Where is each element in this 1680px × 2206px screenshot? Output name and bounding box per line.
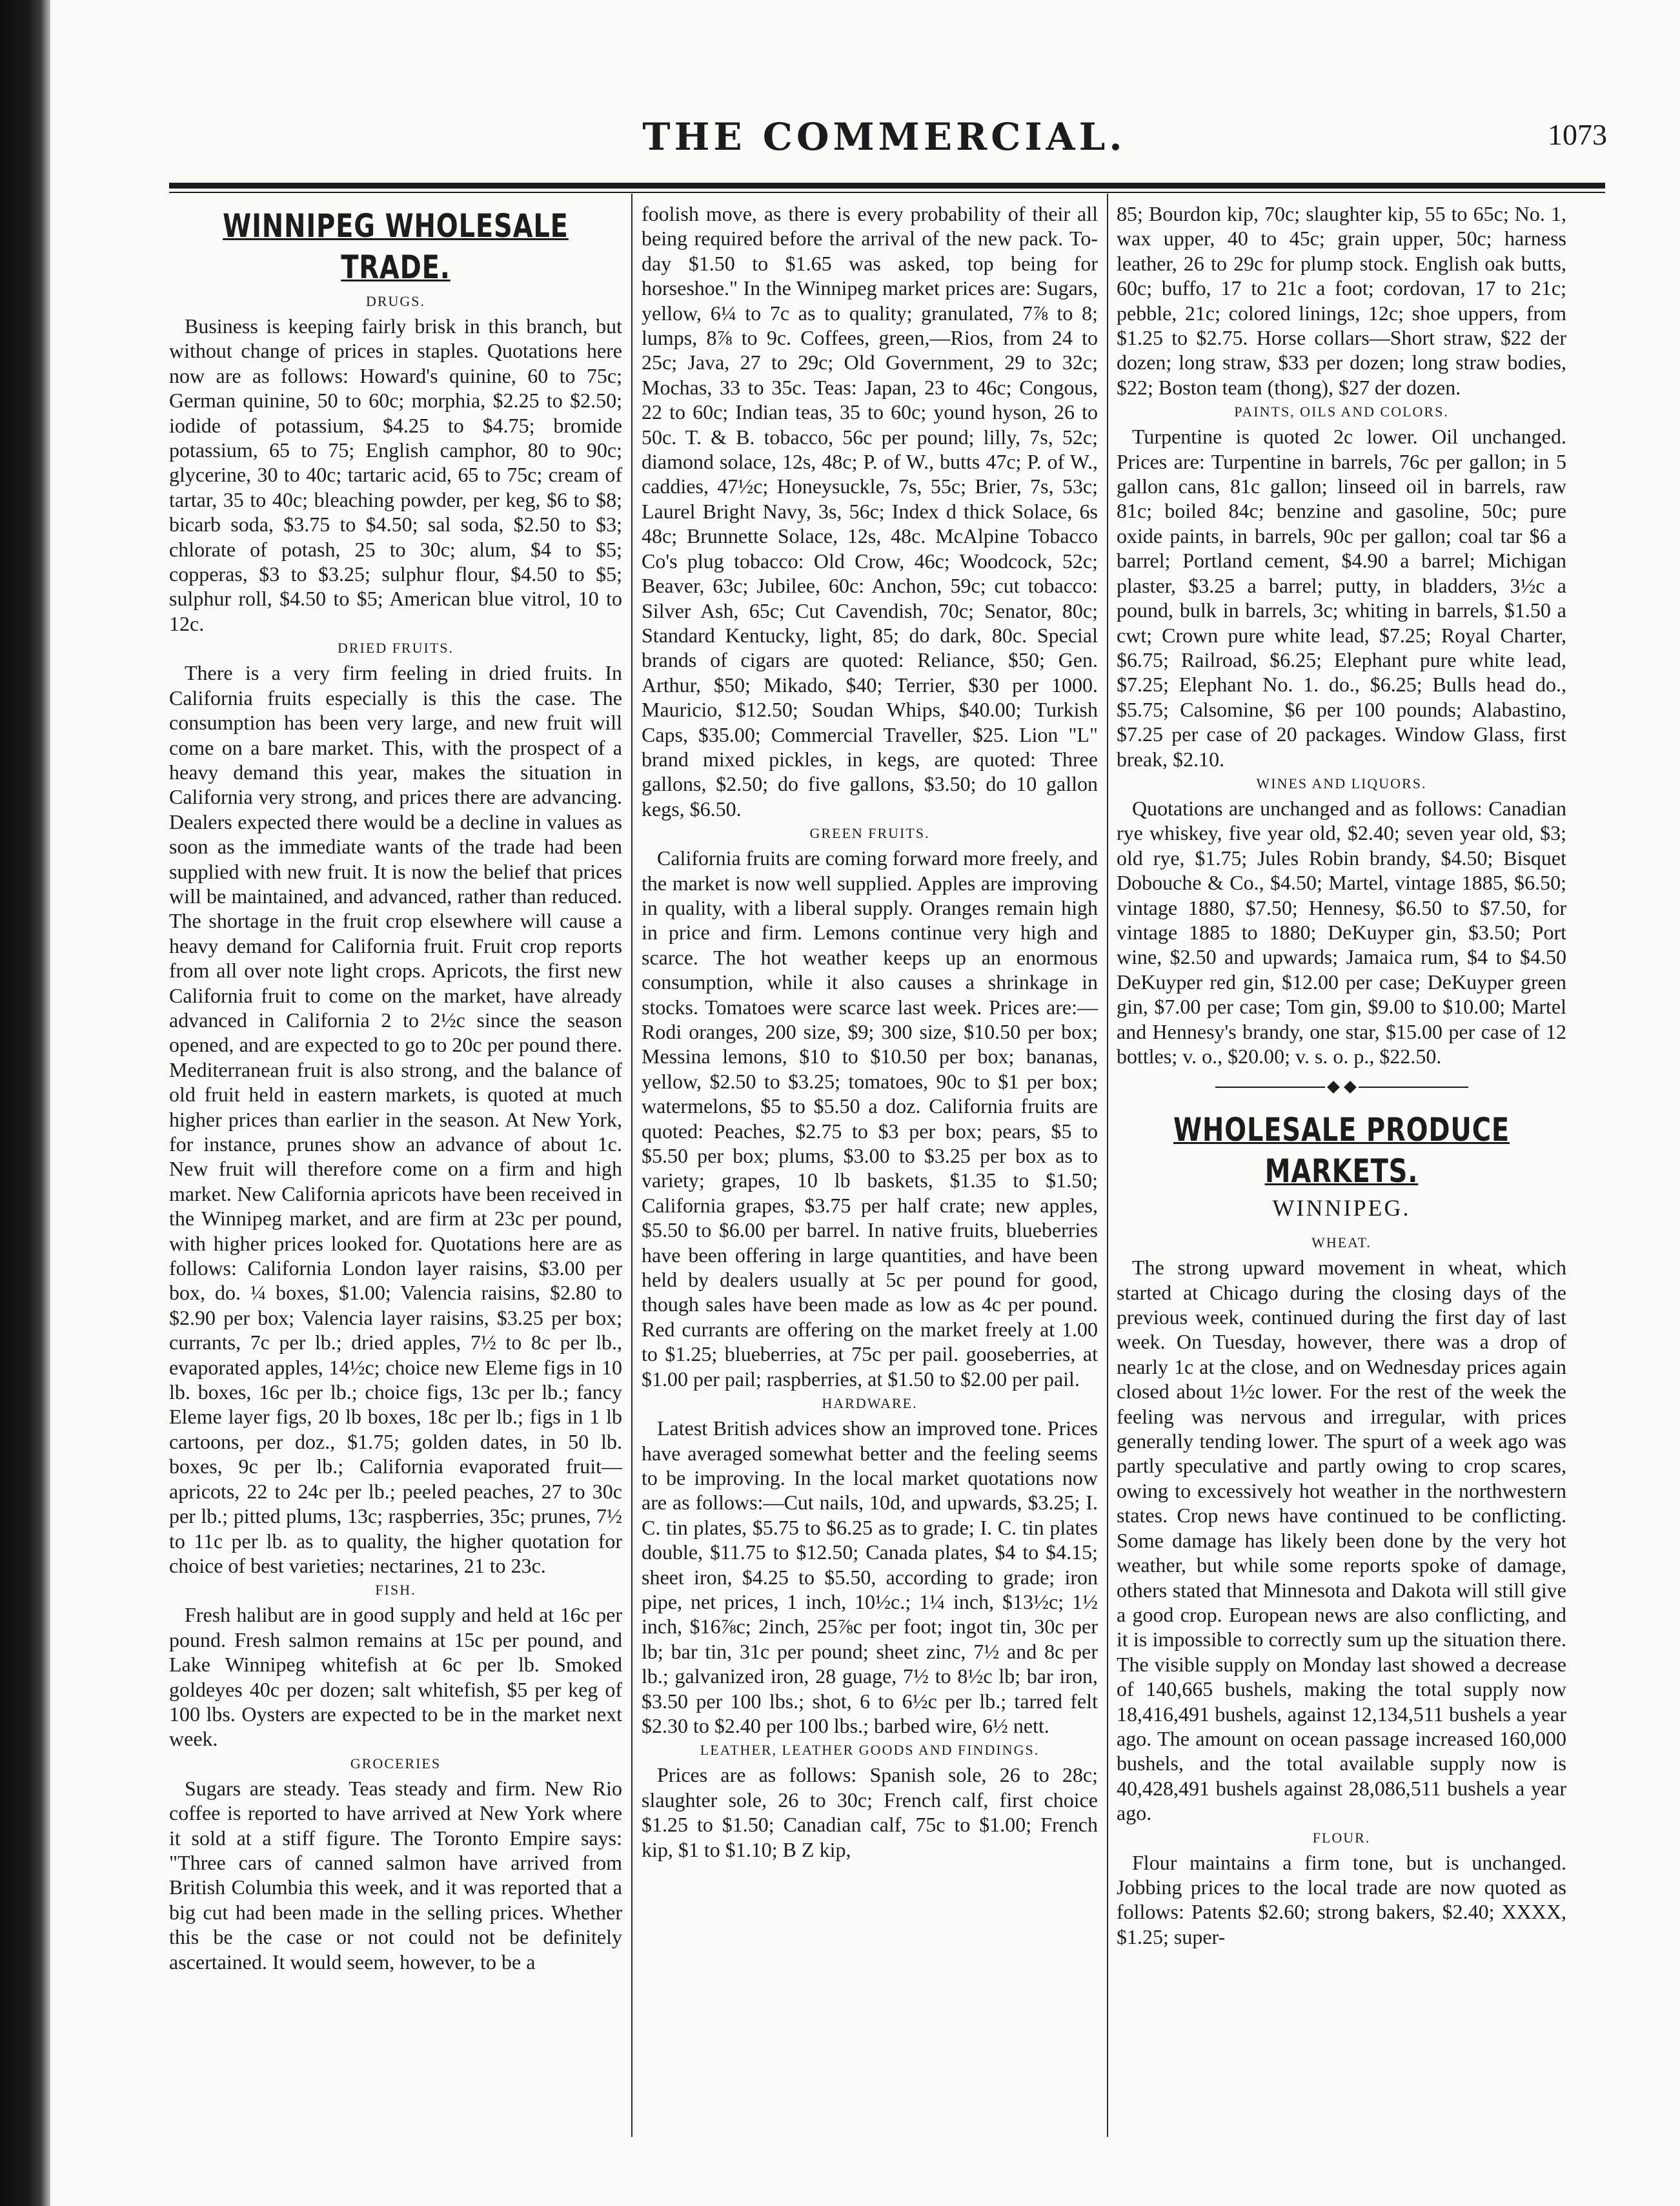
page-header [161,115,1607,167]
column-rule [1107,194,1108,2137]
subhead-wines: WINES AND LIQUORS. [1256,775,1427,792]
subhead-dried-fruits: DRIED FRUITS. [337,640,454,657]
article-paragraph: The strong upward movement in wheat, which started at Chicago during the closing days of the previous week, continued during the first day of last week. On Tuesday, however, there was a drop of nearly 1c at the close, and on Wednesday prices again closed about 1½c lower. For the rest of the week the feeling was nervous and irregular, with prices generally tending lower. The spurt of a week ago was partly speculative and partly owing to crop scares, owing to excessively hot weather in the northwestern states. Crop news have continued to be conflicting. Some damage has likely been done by the very hot weather, but while some reports spoke of damage, others stated that Minnesota and Dakota will still give a good crop. European news are also conflicting, and it is impossible to correctly sum up the situation there. The visible supply on Monday last showed a decrease of 140,665 bushels, making the total supply now 18,416,491 bushels, against 12,134,511 bushels a year ago. The amount on ocean passage increased 160,000 bushels, and the total available supply now is 40,428,491 bushels against 28,086,511 bushels a year ago. [1117,1256,1566,1825]
section-title: WINNIPEG WHOLESALE TRADE. [223,207,569,286]
article-paragraph: Fresh halibut are in good supply and held at 16c per pound. Fresh salmon remains at 15c per pound, and Lake Winnipeg whitefish at 6c per lb. Smoked goldeyes 40c per dozen; salt whitefish, $5 per keg of 100 lbs. Oysters are expected to be in the market next week. [169,1603,622,1751]
masthead: THE COMMERCIAL. [642,115,1126,159]
article-paragraph: Flour maintains a firm tone, but is unchanged. Jobbing prices to the local trade are now quoted as follows: Patents $2.60; strong bakers, $2.40; XXXX, $1.25; super- [1117,1850,1566,1948]
article-paragraph: 85; Bourdon kip, 70c; slaughter kip, 55 to 65c; No. 1, wax upper, 40 to 45c; grain upper, 50c; harness leather, 26 to 29c for plump stock. English oak butts, 60c; buffo, 17 to 21c a foot; cordovan, 17 to 21c; pebble, 21c; colored linings, 12c; shoe uppers, from $1.25 to $2.75. Horse collars—Short straw, $22 der dozen; long straw, $33 per dozen; long straw bodies, $22; Boston team (thong), $27 der dozen. [1117,202,1566,399]
column-1 [169,201,622,1974]
subhead-drugs: DRUGS. [365,293,426,309]
section-subtitle: WINNIPEG. [1272,1194,1411,1221]
article-paragraph: Quotations are unchanged and as follows: Canadian rye whiskey, five year old, $2.40; seven year old, $3; old rye, $1.75; Jules Robin brandy, $4.50; Bisquet Dobouche & Co., $4.50; Martel, vintage 1885, $6.50; vintage 1880, $7.50; Hennesy, $6.50 to $7.50, for vintage 1885 to 1880; DeKuyper gin, $3.50; Port wine, $2.50 and upwards; Jamaica rum, $4 to $4.50 DeKuyper red gin, $12.00 per case; DeKuyper green gin, $7.00 per case; Tom gin, $9.00 to $10.00; Martel and Hennesy's brandy, one star, $15.00 per case of 12 bottles; v. o., $20.00; v. s. o. p., $22.50. [1117,796,1566,1068]
subhead-hardware: HARDWARE. [822,1395,918,1412]
section-title: WHOLESALE PRODUCE MARKETS. [1173,1110,1510,1190]
subhead-green-fruits: GREEN FRUITS. [809,825,930,842]
article-paragraph: Sugars are steady. Teas steady and firm. New Rio coffee is reported to have arrived at New York where it sold at a stiff figure. The Toronto Empire says: "Three cars of canned salmon have arrived from British Columbia this week, and it was reported that a big cut had been made in the selling prices. Whether this be the case or not could not be definitely ascertained. It would seem, however, to be a [169,1776,622,1974]
page-number: 1073 [1548,118,1607,151]
binding-edge [0,0,50,2206]
article-paragraph: Prices are as follows: Spanish sole, 26 to 28c; slaughter sole, 26 to 30c; French calf, first choice $1.25 to $1.50; Canadian calf, 75c to $1.00; French kip, $1 to $1.10; B Z kip, [642,1763,1098,1861]
article-paragraph: Latest British advices show an improved tone. Prices have averaged somewhat better and the feeling seems to be improving. In the local market quotations now are as follows:—Cut nails, 10d, and upwards, $3.25; I. C. tin plates, $5.75 to $6.25 as to grade; I. C. tin plates double, $11.75 to $12.50; Canada plates, $4 to $4.15; sheet iron, $4.25 to $5.50, according to grade; iron pipe, net prices, 1 inch, 10½c.; 1¼ inch, $13½c; 1½ inch, $16⅞c; 2inch, 25⅞c per foot; ingot tin, 30c per lb; bar tin, 31c per pound; sheet zinc, 7½ and 8c per lb.; galvanized iron, 28 guage, 7½ to 8½c lb; bar iron, $3.50 per 100 lbs.; shot, 6 to 6½c per lb.; tarred felt $2.30 to $2.40 per 100 lbs.; barbed wire, 6½ nett. [642,1416,1098,1737]
subhead-leather: LEATHER, LEATHER GOODS AND FINDINGS. [700,1742,1040,1759]
article-paragraph: Business is keeping fairly brisk in this branch, but without change of prices in staples. Quotations here now are as follows: Howard's quinine, 60 to 75c; German quinine, 50 to 60c; morphia, $2.25 to $2.50; iodide of potassium, $4.25 to $4.75; bromide potassium, 65 to 75; English camphor, 80 to 90c; glycerine, 30 to 40c; tartaric acid, 65 to 75c; cream of tartar, 35 to 40c; bleaching powder, per keg, $6 to $8; bicarb soda, $3.75 to $4.50; sal soda, $2.50 to $3; chlorate of potash, 25 to 30c; alum, $4 to $5; copperas, $3 to $3.25; sulphur flour, $4.50 to $5; sulphur roll, $4.50 to $5; American blue vitrol, 10 to 12c. [169,314,622,635]
article-paragraph: There is a very firm feeling in dried fruits. In California fruits especially is this the case. The consumption has been very large, and new fruit will come on a bare market. This, with the prospect of a heavy demand this year, makes the situation in California very strong, and prices there are advancing. Dealers expected there would be a decline in values as soon as the immediate wants of the trade had been supplied with new fruit. It is now the belief that prices will be maintained, and advanced, rather than reduced. The shortage in the fruit crop elsewhere will cause a heavy demand for California fruit. Fruit crop reports from all over note light crops. Apricots, the first new California fruit to come on the market, have already advanced in California 2 to 2½c since the season opened, and are expected to go to 20c per pound there. Mediterranean fruit is also strong, and the balance of old fruit held in eastern markets, is quoted at much higher prices than earlier in the season. At New York, for instance, prunes show an advance of about 1c. New fruit will therefore come on a firm and high market. New California apricots have been received in the Winnipeg market, and are firm at 23c per pound, with higher prices looked for. Quotations here are as follows: California London layer raisins, $3.00 per box, do. ¼ boxes, $1.00; Valencia raisins, $2.80 to $2.90 per box; Valencia layer raisins, $3.25 per box; currants, 7c per lb.; dried apples, 7½ to 8c per lb., evaporated apples, 14½c; choice new Eleme figs in 10 lb. boxes, 16c per lb.; choice figs, 13c per lb.; fancy Eleme layer figs, 20 lb boxes, 18c per lb.; figs in 1 lb cartoons, per doz., $1.75; golden dates, in 50 lb. boxes, 9c per lb.; California evaporated fruit—apricots, 22 to 24c per lb.; peeled peaches, 27 to 30c per lb.; pitted plums, 13c; raspberries, 35c; prunes, 7½ to 11c per lb. as to quality, the higher quotation for choice of best varieties; nectarines, 21 to 23c. [169,661,622,1577]
article-paragraph: Turpentine is quoted 2c lower. Oil unchanged. Prices are: Turpentine in barrels, 76c per gallon; in 5 gallon cans, 81c gallon; linseed oil in barrels, raw 81c; boiled 84c; benzine and gasoline, 50c; pure oxide paints, in barrels, 90c per gallon; coal tar $6 a barrel; Portland cement, $4.90 a barrel; Michigan plaster, $3.25 a barrel; putty, in bladders, 3½c a pound, bulk in barrels, 3c; whiting in barrels, $1.50 a cwt; Crown pure white lead, $7.25; Royal Charter, $6.75; Railroad, $6.25; Elephant pure white lead, $7.25; Elephant No. 1. do., $6.25; Bulls head do., $5.75; Calsomine, $6 per 100 pounds; Alabastino, $7.25 per case of 20 packages. Window Glass, first break, $2.10. [1117,425,1566,771]
subhead-groceries: GROCERIES [350,1755,441,1772]
ornament-divider [1117,1074,1566,1098]
header-rule [169,183,1605,189]
article-paragraph: California fruits are coming forward more freely, and the market is now well supplied. Apples are improving in quality, with a liberal supply. Oranges remain high in price and firm. Lemons continue very high and scarce. The hot weather keeps up an enormous consumption, while it also causes a shrinkage in stocks. Tomatoes were scarce last week. Prices are:—Rodi oranges, 200 size, $9; 300 size, $10.50 per box; Messina lemons, $10 to $10.50 per box; bananas, yellow, $2.50 to $3.25; tomatoes, 90c to $1 per box; watermelons, $5 to $5.50 a doz. California fruits are quoted: Peaches, $2.75 to $3 per box; pears, $5 to $5.50 per box; plums, $3.00 to $3.25 per box as to variety; grapes, 10 lb baskets, $1.35 to $1.50; California grapes, $3.75 per half crate; new apples, $5.50 to $6.00 per barrel. In native fruits, blueberries have been offering in large quantities, and have been held by dealers usually at 5c per pound for good, though sales have been made as low as 4c per pound. Red currants are offering on the market freely at 1.00 to $1.25; blueberries, at 75c per pail. gooseberries, at $1.00 per pail; raspberries, at $1.50 to $2.00 per pail. [642,846,1098,1391]
article-paragraph: foolish move, as there is every probability of their all being required before the arrival of the new pack. To-day $1.50 to $1.65 was asked, top being for horseshoe." In the Winnipeg market prices are: Sugars, yellow, 6¼ to 7c as to quality; granulated, 7⅞ to 8; lumps, 8⅞ to 9c. Coffees, green,—Rios, from 24 to 25c; Java, 27 to 29c; Old Government, 29 to 32c; Mochas, 33 to 35c. Teas: Japan, 23 to 46c; Congous, 22 to 60c; Indian teas, 35 to 60c; yound hyson, 26 to 50c. T. & B. tobacco, 56c per pound; lilly, 7s, 52c; diamond solace, 12s, 48c; P. of W., butts 47c; P. of W., caddies, 47½c; Honeysuckle, 7s, 55c; Brier, 7s, 53c; Laurel Bright Navy, 3s, 56c; Index d thick Solace, 6s 48c; Brunnette Solace, 12s, 48c. McAlpine Tobacco Co's plug tobacco: Old Crow, 46c; Woodcock, 52c; Beaver, 63c; Jubilee, 60c: Anchon, 59c; cut tobacco: Silver Ash, 65c; Cut Cavendish, 70c; Senator, 80c; Standard Kentucky, light, 85; do dark, 80c. Special brands of cigars are quoted: Reliance, $50; Gen. Arthur, $50; Mikado, $40; Terrier, $30 per 1000. Mauricio, $12.50; Soudan Whips, $40.00; Turkish Caps, $35.00; Commercial Traveller, $25. Lion "L" brand mixed pickles, in kegs, are quoted: Three gallons, $2.50; do five gallons, $3.50; do 10 gallon kegs, $6.50. [642,202,1098,821]
header-rule-thin [169,192,1605,193]
column-3 [1117,201,1566,1949]
subhead-wheat: WHEAT. [1311,1234,1371,1251]
column-rule [631,194,633,2137]
subhead-flour: FLOUR. [1312,1829,1371,1846]
subhead-paints: PAINTS, OILS AND COLORS. [1234,403,1449,420]
column-2 [642,201,1098,1862]
subhead-fish: FISH. [375,1582,416,1598]
